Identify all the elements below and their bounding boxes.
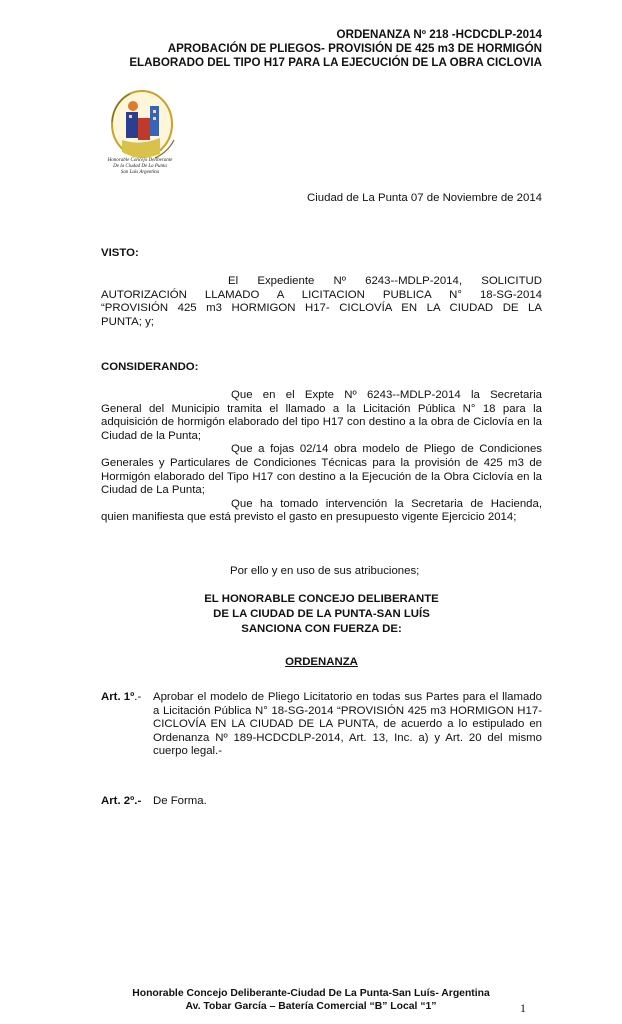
considerando-heading: CONSIDERANDO: [101,361,199,373]
article-2-text: De Forma. [153,795,207,807]
document-date: Ciudad de La Punta 07 de Noviembre de 2014 [307,192,542,204]
visto-line-1: El Expediente Nº 6243--MDLP-2014, SOLICITUD [228,275,542,287]
page-number: 1 [520,1001,526,1015]
article-1-text: Aprobar el modelo de Pliego Licitatorio en todas sus Partes para el llamado a Licitación Pública N° 18-SG-2014 “PROVISIÓN 425 m3 HORMIGON H17- CICLOVÍA EN LA CIUDAD DE LA PUNTA, de acuerdo a lo estipulado en Ordenanza Nº 189-HCDCDLP-2014, Art. 13, Inc. a) y Art. 20 del mismo cuerpo legal.- [153,691,542,758]
visto-line-4: PUNTA; y; [101,315,154,328]
considerando-p3-rest: quien manifiesta que está previsto el gasto en presupuesto vigente Ejercicio 2014; [101,511,517,524]
considerando-p2-first: Que a fojas 02/14 obra modelo de Pliego de Condiciones [231,443,542,456]
ordinance-number: ORDENANZA Nº 218 -HCDCDLP-2014 [336,28,542,41]
visto-heading: VISTO: [101,247,139,259]
ordinance-title-line-2: ELABORADO DEL TIPO H17 PARA LA EJECUCIÓN DE LA OBRA CICLOVIA [129,56,542,69]
considerando-p1-rest: General del Municipio tramita el llamado a la Licitación Pública N° 18 para la adquisición de hormigón elaborado del tipo H17 con destino a la obra de Ciclovía en la Ciudad de la Punta; [101,402,542,442]
sanciona-line: SANCIONA CON FUERZA DE: [241,623,402,635]
considerando-body [101,389,542,525]
considerando-closing: Por ello y en uso de sus atribuciones; [230,565,420,577]
footer-line-2: Av. Tobar García – Batería Comercial “B” Local “1” [185,1001,437,1012]
visto-line-2: AUTORIZACIÓN LLAMADO A LICITACION PUBLICA N° 18-SG-2014 [101,288,542,301]
article-2-number: Art. 2º.- [101,795,142,807]
logo-caption: Honorable Concejo Deliberante De la Ciudad De La Punta San Luis Argentina [107,158,173,175]
article-1-number: Art. 1º.- [101,691,142,703]
ordinance-title-line-1: APROBACIÓN DE PLIEGOS- PROVISIÓN DE 425 m3 DE HORMIGÓN [167,42,542,55]
footer-line-1: Honorable Concejo Deliberante-Ciudad De La Punta-San Luís- Argentina [132,988,490,999]
considerando-p3-first: Que ha tomado intervención la Secretaria de Hacienda, [231,497,542,510]
visto-line-3: “PROVISIÓN 425 m3 HORMIGON H17- CICLOVÍA EN LA CIUDAD DE LA [101,302,542,315]
ordenanza-title: ORDENANZA [285,656,358,668]
considerando-p1-first: Que en el Expte Nº 6243--MDLP-2014 la Secretaria [231,389,542,401]
considerando-p2-rest: Generales y Particulares de Condiciones Técnicas para la provisión de 425 m3 de Hormigón elaborado del Tipo H17 con destino a la Ejecución de la Obra Ciclovía en la Ciudad de La Punta; [101,456,542,497]
council-name-line-1: EL HONORABLE CONCEJO DELIBERANTE [204,593,439,605]
visto-body [101,275,542,329]
council-name-line-2: DE LA CIUDAD DE LA PUNTA-SAN LUÍS [213,608,430,620]
